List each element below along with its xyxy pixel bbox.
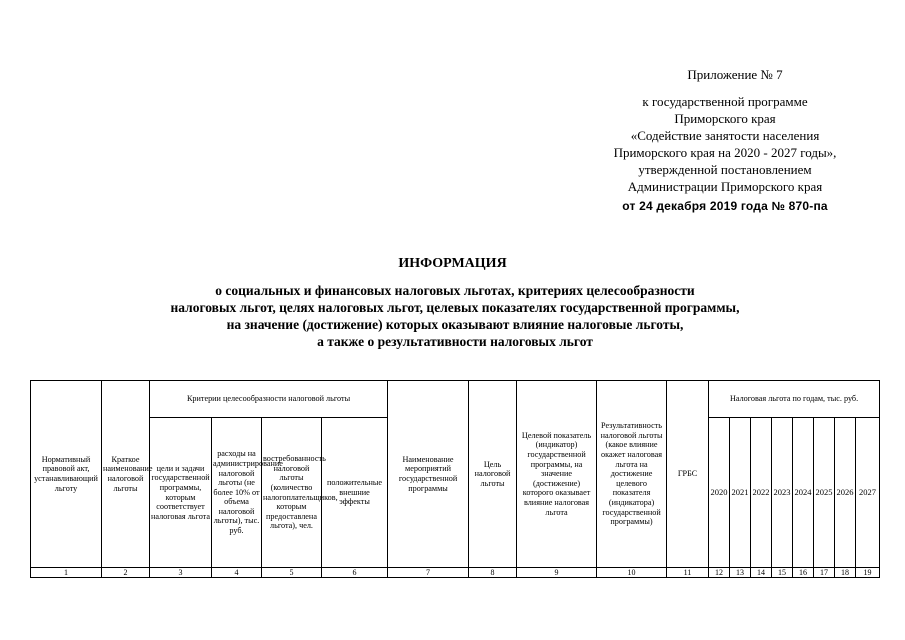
- subtitle-line: о социальных и финансовых налоговых льготах, критериях целесообразности: [215, 283, 695, 298]
- header-year: 2025: [814, 418, 835, 568]
- header-criteria-external-effects: положительные внешние эффекты: [322, 418, 388, 568]
- annex-block: [560, 66, 890, 215]
- header-years-group: Налоговая льгота по годам, тыс. руб.: [709, 381, 880, 418]
- column-number: 19: [856, 568, 880, 578]
- header-target-indicator: Целевой показатель (индикатор) государственной программы, на значение (достижение) которого оказывает влияние налоговая льгота: [517, 381, 597, 568]
- document-title: ИНФОРМАЦИЯ: [398, 256, 507, 271]
- header-criteria-goals: цели и задачи государственной программы, которым соответствует налоговая льгота: [150, 418, 212, 568]
- column-number: 5: [262, 568, 322, 578]
- header-year: 2020: [709, 418, 730, 568]
- annex-line: Приморского края: [674, 111, 776, 126]
- column-number: 6: [322, 568, 388, 578]
- subtitle-line: на значение (достижение) которых оказывают влияние налоговые льготы,: [226, 317, 684, 332]
- subtitle-line: налоговых льгот, целях налоговых льгот, целевых показателях государственной программы,: [170, 300, 740, 315]
- header-grbs: ГРБС: [667, 381, 709, 568]
- annex-title: Приложение № 7: [687, 67, 783, 82]
- annex-line: утвержденной постановлением: [638, 162, 812, 177]
- column-number: 17: [814, 568, 835, 578]
- column-number: 13: [730, 568, 751, 578]
- header-year: 2024: [793, 418, 814, 568]
- column-number: 8: [469, 568, 517, 578]
- header-normative-act: Нормативный правовой акт, устанавливающий льготу: [31, 381, 102, 568]
- header-goal: Цель налоговой льготы: [469, 381, 517, 568]
- header-year: 2023: [772, 418, 793, 568]
- annex-line: Приморского края на 2020 - 2027 годы»,: [613, 145, 837, 160]
- column-number: 14: [751, 568, 772, 578]
- column-number: 11: [667, 568, 709, 578]
- header-year: 2022: [751, 418, 772, 568]
- header-year: 2027: [856, 418, 880, 568]
- annex-line: «Содействие занятости населения: [630, 128, 820, 143]
- header-short-name: Краткое наименование налоговой льготы: [102, 381, 150, 568]
- annex-line: Администрации Приморского края: [627, 179, 823, 194]
- column-number: 10: [597, 568, 667, 578]
- header-activities: Наименование мероприятий государственной программы: [388, 381, 469, 568]
- column-number: 15: [772, 568, 793, 578]
- column-number: 4: [212, 568, 262, 578]
- document-subtitle: [100, 282, 810, 350]
- column-number: 2: [102, 568, 150, 578]
- column-number: 18: [835, 568, 856, 578]
- column-number: 3: [150, 568, 212, 578]
- header-criteria-demand: востребованность налоговой льготы (количество налогоплательщиков, которым предоставлена льгота), чел.: [262, 418, 322, 568]
- header-effectiveness: Результативность налоговой льготы (какое влияние окажет налоговая льгота на достижение целевого показателя (индикатора) государственной программы): [597, 381, 667, 568]
- column-number: 1: [31, 568, 102, 578]
- decree-reference: от 24 декабря 2019 года № 870-па: [622, 199, 828, 213]
- header-criteria: Критерии целесообразности налоговой льготы: [150, 381, 388, 418]
- column-number: 12: [709, 568, 730, 578]
- header-year: 2026: [835, 418, 856, 568]
- header-criteria-admin-costs: расходы на администрирование налоговой льготы (не более 10% от объема налоговой льготы), тыс. руб.: [212, 418, 262, 568]
- header-year: 2021: [730, 418, 751, 568]
- column-number: 9: [517, 568, 597, 578]
- subtitle-line: а также о результативности налоговых льгот: [317, 334, 593, 349]
- column-number: 7: [388, 568, 469, 578]
- annex-line: к государственной программе: [642, 94, 808, 109]
- tax-benefits-table: [30, 380, 880, 578]
- column-number: 16: [793, 568, 814, 578]
